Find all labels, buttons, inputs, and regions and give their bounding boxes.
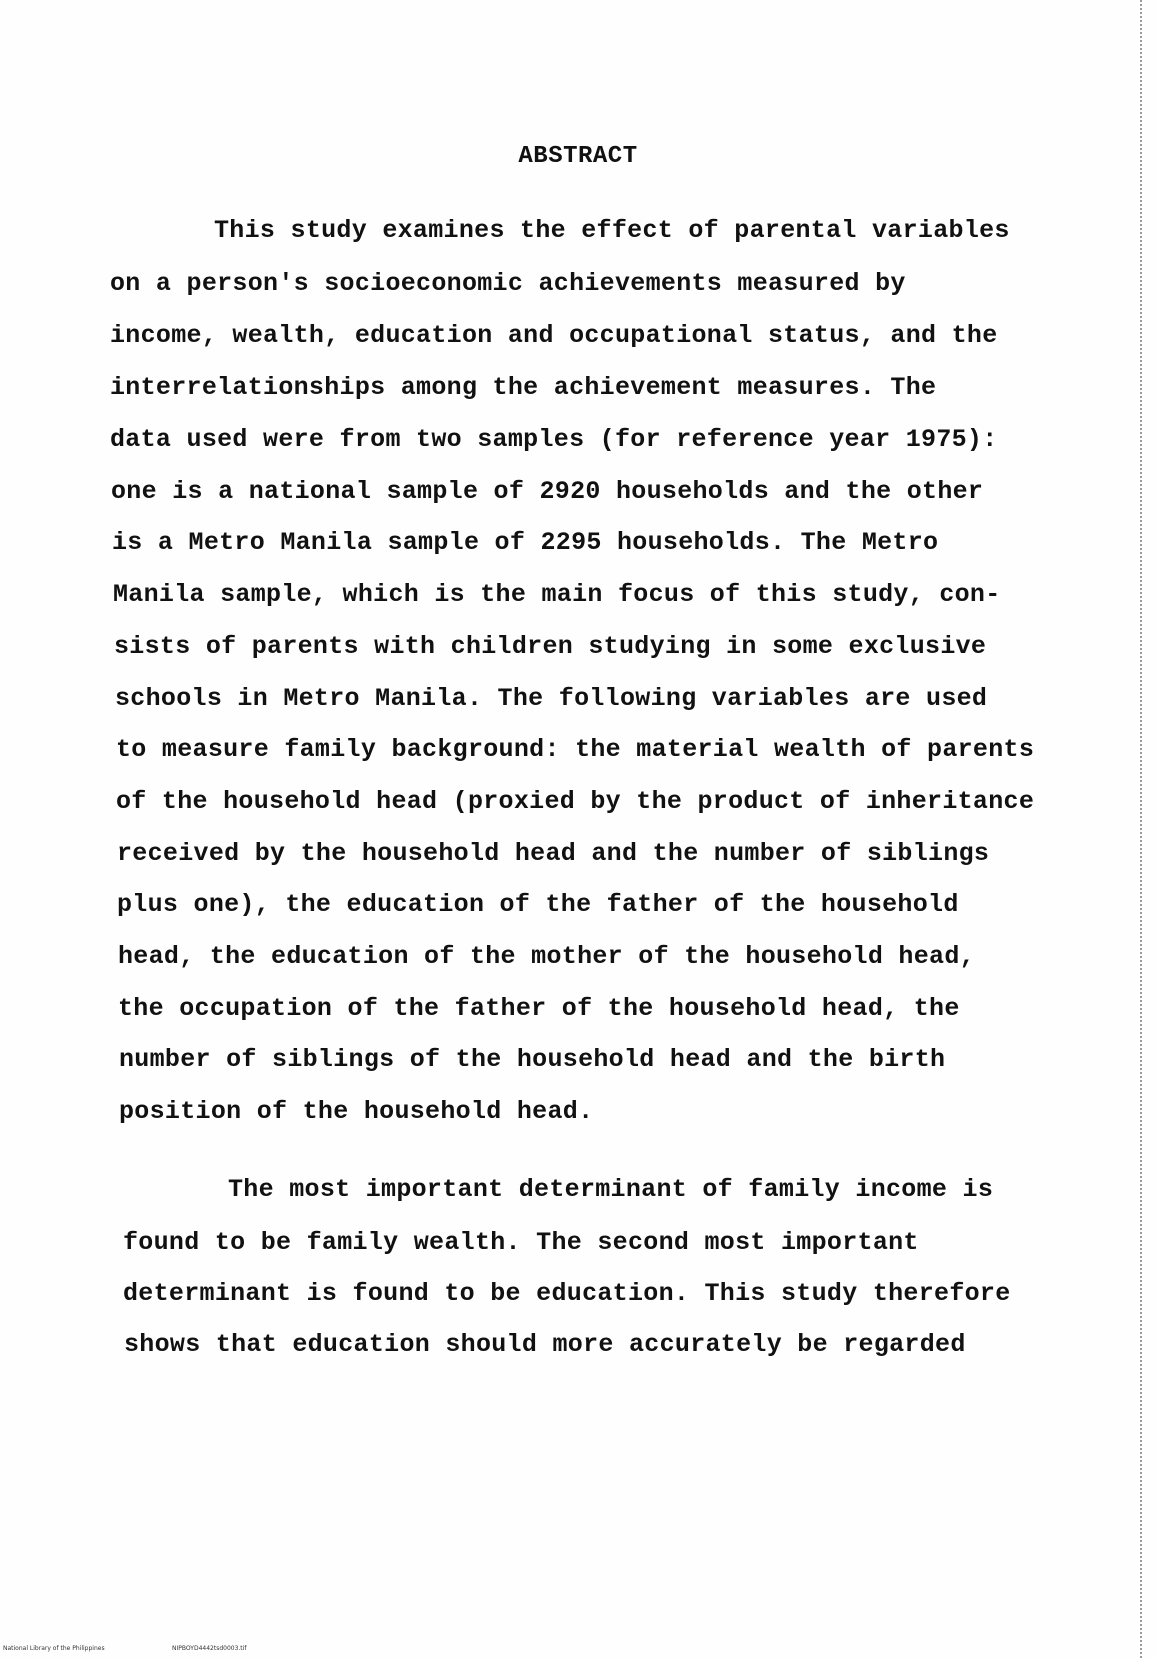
- footer-library-name: National Library of the Philippines: [3, 1645, 105, 1652]
- paragraph-1-line: the occupation of the father of the household head, the: [118, 994, 960, 1023]
- paragraph-1-line: of the household head (proxied by the product of inheritance: [116, 787, 1035, 816]
- paragraph-2-line: determinant is found to be education. This study therefore: [123, 1279, 1011, 1308]
- paragraph-1-line: data used were from two samples (for reference year 1975):: [110, 425, 998, 454]
- paragraph-2-line: The most important determinant of family income is: [228, 1175, 994, 1204]
- paragraph-1-line: to measure family background: the material wealth of parents: [116, 735, 1035, 764]
- paragraph-2-line: shows that education should more accurately be regarded: [124, 1330, 966, 1359]
- paragraph-1-line: sists of parents with children studying in some exclusive: [114, 632, 987, 661]
- paragraph-1-line: head, the education of the mother of the household head,: [118, 942, 975, 971]
- paragraph-1-line: one is a national sample of 2920 households and the other: [111, 477, 984, 506]
- footer-file-id: NIPBOYD4442tsd0003.tif: [172, 1645, 247, 1652]
- paragraph-1-line: income, wealth, education and occupational status, and the: [110, 321, 998, 350]
- abstract-heading: ABSTRACT: [518, 143, 638, 170]
- paragraph-1-line: plus one), the education of the father of the household: [117, 890, 959, 919]
- paragraph-1-line: number of siblings of the household head and the birth: [119, 1045, 946, 1074]
- paragraph-2-line: found to be family wealth. The second most important: [123, 1228, 919, 1257]
- paragraph-1-line: schools in Metro Manila. The following variables are used: [115, 684, 988, 713]
- paragraph-1-line: Manila sample, which is the main focus of this study, con-: [113, 580, 1001, 609]
- paragraph-1-line: is a Metro Manila sample of 2295 households. The Metro: [112, 528, 939, 557]
- paragraph-1-line: received by the household head and the number of siblings: [117, 839, 990, 868]
- paragraph-1-line: This study examines the effect of parental variables: [214, 216, 1010, 245]
- paragraph-1-line: on a person's socioeconomic achievements measured by: [110, 269, 906, 298]
- paragraph-1-line: interrelationships among the achievement measures. The: [110, 373, 937, 402]
- page-edge-divider: [1140, 0, 1142, 1658]
- paragraph-1-line: position of the household head.: [119, 1097, 594, 1126]
